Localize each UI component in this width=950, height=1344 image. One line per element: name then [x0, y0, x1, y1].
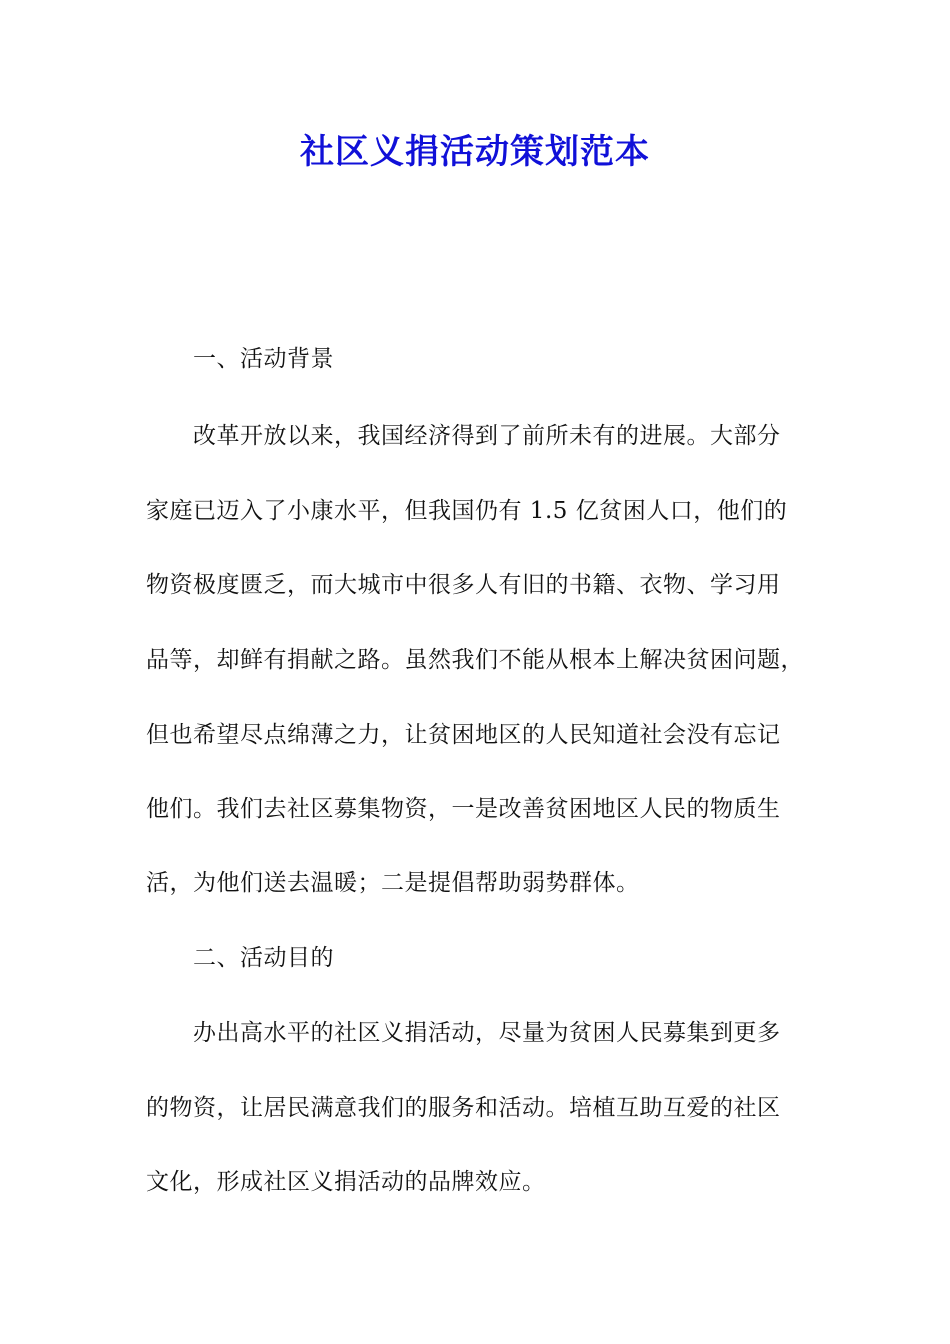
paragraph-line: 的物资，让居民满意我们的服务和活动。培植互助互爱的社区 [146, 1095, 781, 1121]
paragraph-line: 改革开放以来，我国经济得到了前所未有的进展。大部分 [193, 423, 781, 449]
section-heading-background: 一、活动背景 [193, 346, 334, 372]
paragraph-line: 文化，形成社区义捐活动的品牌效应。 [146, 1169, 546, 1195]
paragraph-line: 物资极度匮乏，而大城市中很多人有旧的书籍、衣物、学习用 [146, 572, 781, 598]
paragraph-line: 品等，却鲜有捐献之路。虽然我们不能从根本上解决贫困问题， [146, 647, 804, 673]
paragraph-line: 他们。我们去社区募集物资，一是改善贫困地区人民的物质生 [146, 796, 781, 822]
paragraph-line: 家庭已迈入了小康水平，但我国仍有 1.5 亿贫困人口，他们的 [146, 498, 788, 524]
paragraph-line: 活，为他们送去温暖；二是提倡帮助弱势群体。 [146, 870, 640, 896]
paragraph-line: 但也希望尽点绵薄之力，让贫困地区的人民知道社会没有忘记 [146, 722, 781, 748]
section-heading-purpose: 二、活动目的 [193, 945, 334, 971]
paragraph-line: 办出高水平的社区义捐活动，尽量为贫困人民募集到更多 [193, 1020, 781, 1046]
document-title: 社区义捐活动策划范本 [300, 132, 650, 172]
